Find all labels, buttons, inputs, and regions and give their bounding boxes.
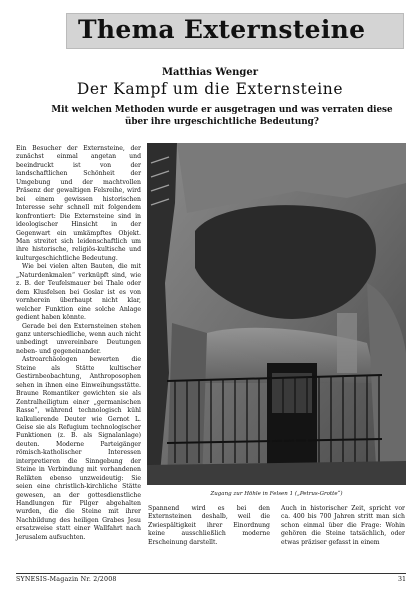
page-number: 31 [397,576,406,583]
middle-text-column [148,505,270,547]
paragraph: Auch in historischer Zeit, spricht vor ca. 400 bis 700 Jahren stritt man sich schon einmal über die Frage: Wohin gehören die Steine tatsächlich, oder etwas präziser gefasst in einem [281,505,405,546]
left-text-column [16,145,141,542]
photo-caption: Zugang zur Höhle in Felsen 1 („Petrus-Grotte“) [210,491,343,497]
article-headline: Der Kampf um die Externsteine [76,80,344,98]
section-title: Thema Externsteine [78,15,366,44]
cave-entrance-photo [147,143,406,485]
paragraph: Astroarchäologen bewerten die Steine als Stätte kultischer Gestirnbeobachtung, Anthroposophen sehen in ihnen eine Einweihungsstätte. Braune Romantiker gewichten sie als Zentralheiligtum einer „germanischen Rasse“, während technologisch kühl kalkulierende Deuter wie Gernot L. Geise sie als Refugium technologischer Funktionen (z. B. als Signalanlage) deuten. Moderne Parteigänger römisch-katholischer Interessen interpretieren die Sinngebung der Steine in Verbindung mit vorhandenen Relikten ebenso unzweideutig: Sie seien eine christlich-kirchliche Stätte gewesen, an der gottesdienstliche Handlungen für Pilger abgehalten wurden, die die Steine mit ihrer Nachbildung des heiligen Grabes Jesu ersatzweise statt einer Wallfahrt nach Jerusalem aufsuchten. [16,356,141,541]
paragraph: Wie bei vielen alten Bauten, die mit „Naturdenkmalen“ verknüpft sind, wie z. B. der Teufelsmauer bei Thale oder dem Klusfelsen bei Goslar ist es von vornherein überhaupt nicht klar, welcher Funktion eine solche Anlage gedient haben könnte. [16,263,141,322]
photo-illustration [147,143,406,485]
right-text-column [281,505,405,547]
paragraph: Ein Besucher der Externsteine, der zunächst einmal angetan und beeindruckt ist von der landschaftlichen Schönheit der Umgebung und der machtvollen Präsenz der gewaltigen Felsreihe, wird bei einem gewissen historischen Interesse sehr schnell mit folgendem konfrontiert: Die Externsteine sind in ideologischer Hinsicht in der Gegenwart ein umkämpftes Objekt. Man streitet sich leidenschaftlich um ihre historische, religiös-kultische und kulturgeschichtliche Bedeutung. [16,145,141,262]
paragraph: Spannend wird es bei den Externsteinen deshalb, weil die Zwiespältigkeit ihrer Einordnung keine ausschließlich moderne Erscheinung darstellt. [148,505,270,546]
article-subheadline: Mit welchen Methoden wurde er ausgetragen und was verraten diese über ihre urgeschichtliche Bedeutung? [51,105,393,127]
author-name: Matthias Wenger [161,67,259,78]
footer-magazine: SYNESIS-Magazin Nr. 2/2008 [16,576,117,583]
paragraph: Gerade bei den Externsteinen stehen ganz unterschiedliche, wenn auch nicht unbedingt unvereinbare Deutungen neben- und gegeneinander. [16,322,141,355]
footer-divider [16,573,406,574]
